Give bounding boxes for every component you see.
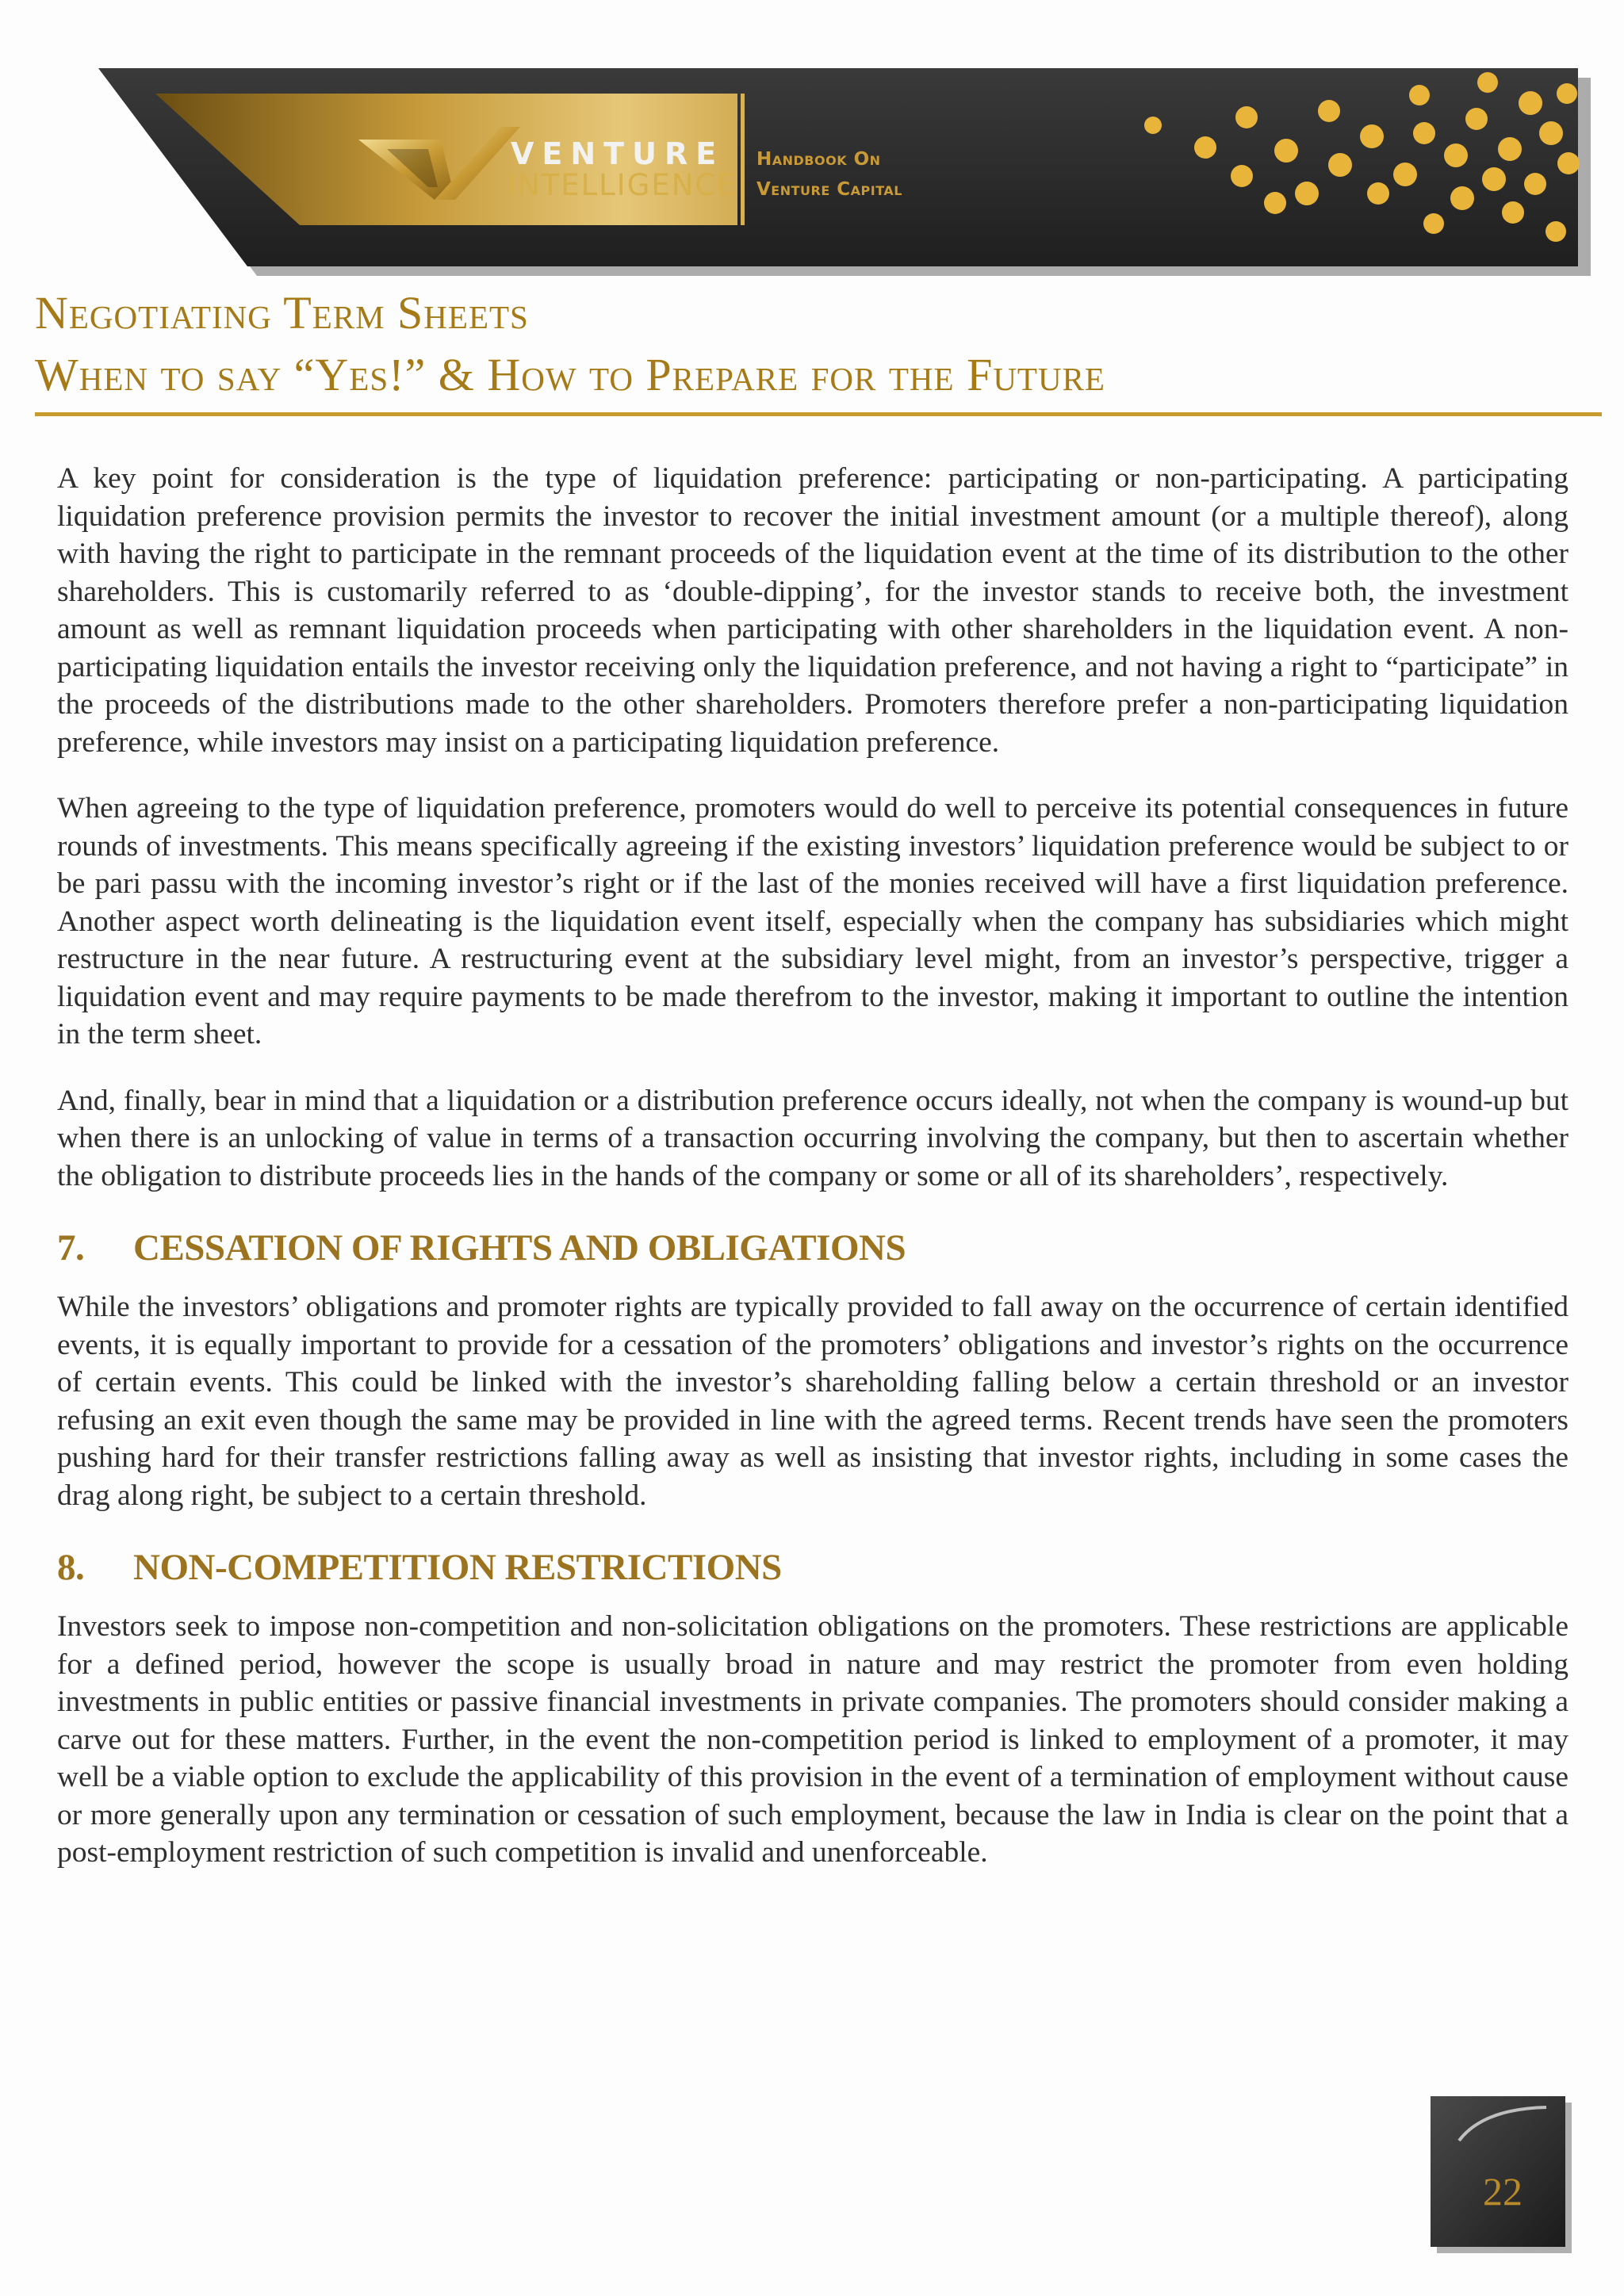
section-text-non-competition: Investors seek to impose non-competition and non-solicitation obligations on the promoters. These restrictions are applicable for a defined period, however the scope is usually broad in nature and may restrict the promoter from even holding investments in public entities or passive financial investments in private companies. The promoters should consider making a carve out for these matters. Further, in the event the non-competition period is linked to employment of a promoter, it may well be a viable option to exclude the applicability of this provision in the event of a termination of employment without cause or more generally upon any termination or cessation of such employment, because the law in India is clear on the point that a post-employment restriction of such competition is invalid and unenforceable. (57, 1610, 1568, 1869)
brand-name-venture: VENTURE (511, 136, 725, 171)
section-heading-non-competition (57, 1543, 1568, 1592)
handbook-label (756, 144, 902, 205)
page-number-box (1427, 2093, 1578, 2260)
page-title-line-1: Negotiating Term Sheets (35, 287, 529, 339)
header-banner (0, 0, 1624, 285)
section-title: NON-COMPETITION RESTRICTIONS (133, 1547, 782, 1588)
paragraph-future-rounds: When agreeing to the type of liquidation preference, promoters would do well to perceive its potential consequences in future rounds of investments. This means specifically agreeing if the existing investors’ liquidation preference would be subject to or be pari passu with the incoming investor’s right or if the last of the monies received will have a first liquidation preference. Another aspect worth delineating is the liquidation event itself, especially when the company has subsidiaries which might restructure in the near future. A restructuring event at the subsidiary level might, from an investor’s perspective, trigger a liquidation event and may require payments to be made therefrom to the investor, making it important to outline the intention in the term sheet. (57, 792, 1568, 1050)
page-title (35, 282, 1605, 406)
page-title-line-2: When to say “Yes!” & How to Prepare for the Future (35, 349, 1105, 400)
handbook-line-2: Venture Capital (756, 179, 902, 200)
banner-divider (741, 94, 745, 225)
section-heading-cessation (57, 1223, 1568, 1272)
banner-graphic (0, 0, 1624, 285)
paragraph-liquidation-type: A key point for consideration is the type of liquidation preference: participating or non-participating. A participating liquidation preference provision permits the investor to recover the initial investment amount (or a multiple thereof), along with having the right to participate in the remnant proceeds of the liquidation event at the time of its distribution to the other shareholders. This is customarily referred to as ‘double-dipping’, for the investor stands to receive both, the investment amount as well as remnant liquidation proceeds when participating with other shareholders in the liquidation event. A non-participating liquidation entails the investor receiving only the liquidation preference, and not having a right to “participate” in the proceeds of the distributions made to the other shareholders. Promoters therefore prefer a non-participating liquidation preference, while investors may insist on a participating liquidation preference. (57, 462, 1568, 759)
section-title: CESSATION OF RIGHTS AND OBLIGATIONS (133, 1227, 906, 1269)
page-number: 22 (1483, 2169, 1522, 2214)
handbook-line-1: Handbook On (756, 149, 881, 170)
section-text-cessation: While the investors’ obligations and promoter rights are typically provided to fall away on the occurrence of certain identified events, it is equally important to provide for a cessation of the promoters’ obligations and investor’s rights on the occurrence of certain events. This could be linked with the investor’s shareholding falling below a certain threshold or an investor refusing an exit even though the same may be provided in line with the agreed terms. Recent trends have seen the promoters pushing hard for their transfer restrictions falling away as well as insisting that investor rights, including in some cases the drag along right, be subject to a certain threshold. (57, 1291, 1568, 1512)
brand-name-intelligence: INTELLIGENCE (508, 168, 737, 202)
page-content (57, 460, 1568, 1900)
title-divider (35, 412, 1602, 416)
paragraph-distribution-preference: And, finally, bear in mind that a liquidation or a distribution preference occurs ideally, not when the company is wound-up but when there is an unlocking of value in terms of a transaction occurring involving the company, but then to ascertain whether the obligation to distribute proceeds lies in the hands of the company or some or all of its shareholders’, respectively. (57, 1084, 1568, 1192)
section-number: 7. (57, 1227, 85, 1269)
section-number: 8. (57, 1547, 85, 1588)
